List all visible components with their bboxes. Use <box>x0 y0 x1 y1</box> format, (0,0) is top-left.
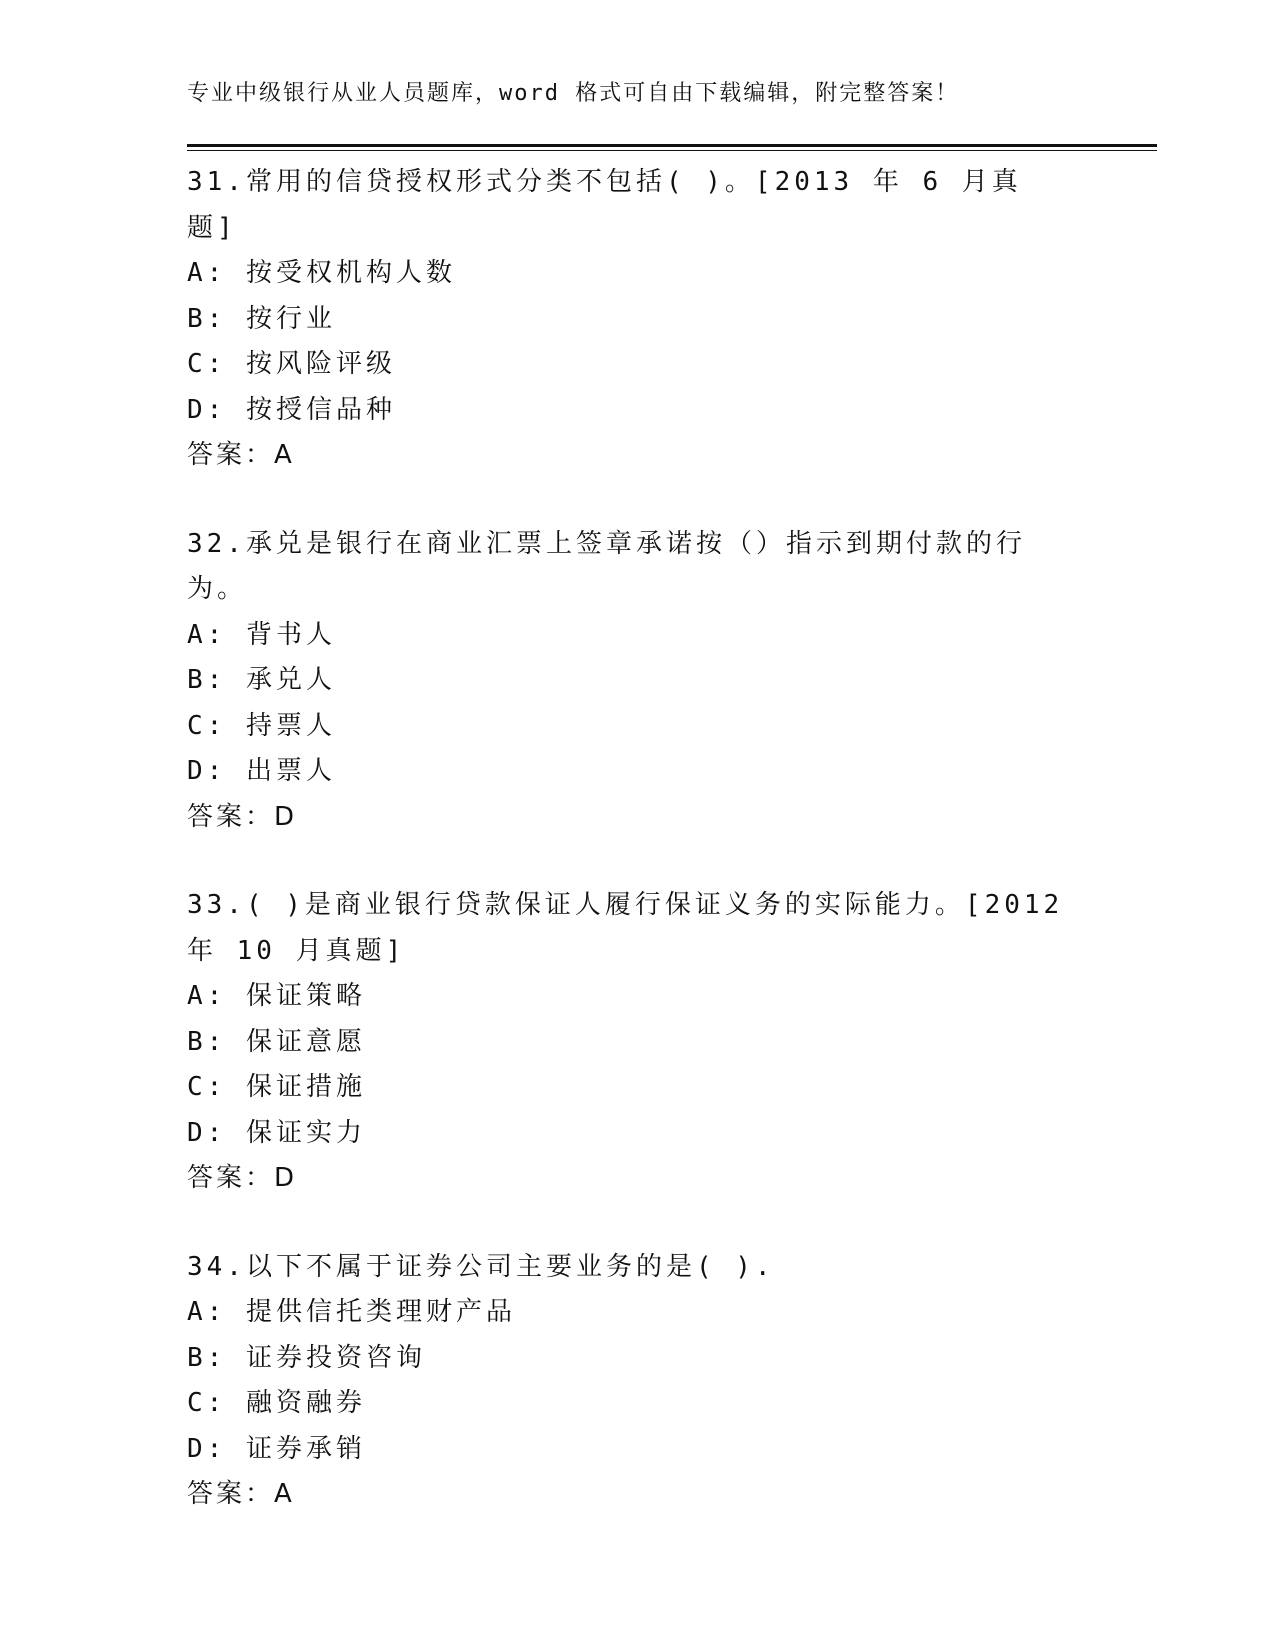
header-rule-thin <box>187 150 1157 151</box>
option-c: C: 保证措施 <box>187 1072 366 1102</box>
question-stem: 31.常用的信贷授权形式分类不包括( )。[2013 年 6 月真题] <box>187 167 1022 243</box>
question-list <box>187 160 1067 1561</box>
question-34 <box>187 1245 1067 1518</box>
option-b: B: 证券投资咨询 <box>187 1342 426 1373</box>
question-stem: 34.以下不属于证券公司主要业务的是( ). <box>187 1251 775 1282</box>
option-a: A: 保证策略 <box>187 981 366 1011</box>
option-d: D: 出票人 <box>187 756 336 786</box>
option-a: A: 背书人 <box>187 619 336 650</box>
question-33 <box>187 883 1067 1202</box>
page-header: 专业中级银行从业人员题库，word 格式可自由下载编辑，附完整答案！ <box>187 81 960 106</box>
header-rule-thick <box>187 144 1157 147</box>
question-stem: 32.承兑是银行在商业汇票上签章承诺按（）指示到期付款的行为。 <box>187 528 1026 604</box>
question-31 <box>187 160 1067 479</box>
answer-label: 答案：D <box>187 801 298 832</box>
option-b: B: 按行业 <box>187 303 336 334</box>
option-b: B: 保证意愿 <box>187 1026 366 1057</box>
option-c: C: 融资融券 <box>187 1388 366 1418</box>
question-32 <box>187 522 1067 841</box>
option-a: A: 按受权机构人数 <box>187 258 456 288</box>
option-d: D: 证券承销 <box>187 1433 366 1464</box>
question-stem: 33.( )是商业银行贷款保证人履行保证义务的实际能力。[2012 年 10 月真题] <box>187 890 1064 966</box>
answer-label: 答案：D <box>187 1163 298 1193</box>
option-a: A: 提供信托类理财产品 <box>187 1297 516 1327</box>
option-d: D: 按授信品种 <box>187 394 396 425</box>
option-c: C: 持票人 <box>187 710 336 741</box>
option-b: B: 承兑人 <box>187 665 336 695</box>
answer-label: 答案：A <box>187 440 295 470</box>
option-d: D: 保证实力 <box>187 1117 366 1148</box>
answer-label: 答案：A <box>187 1479 295 1509</box>
option-c: C: 按风险评级 <box>187 349 396 379</box>
